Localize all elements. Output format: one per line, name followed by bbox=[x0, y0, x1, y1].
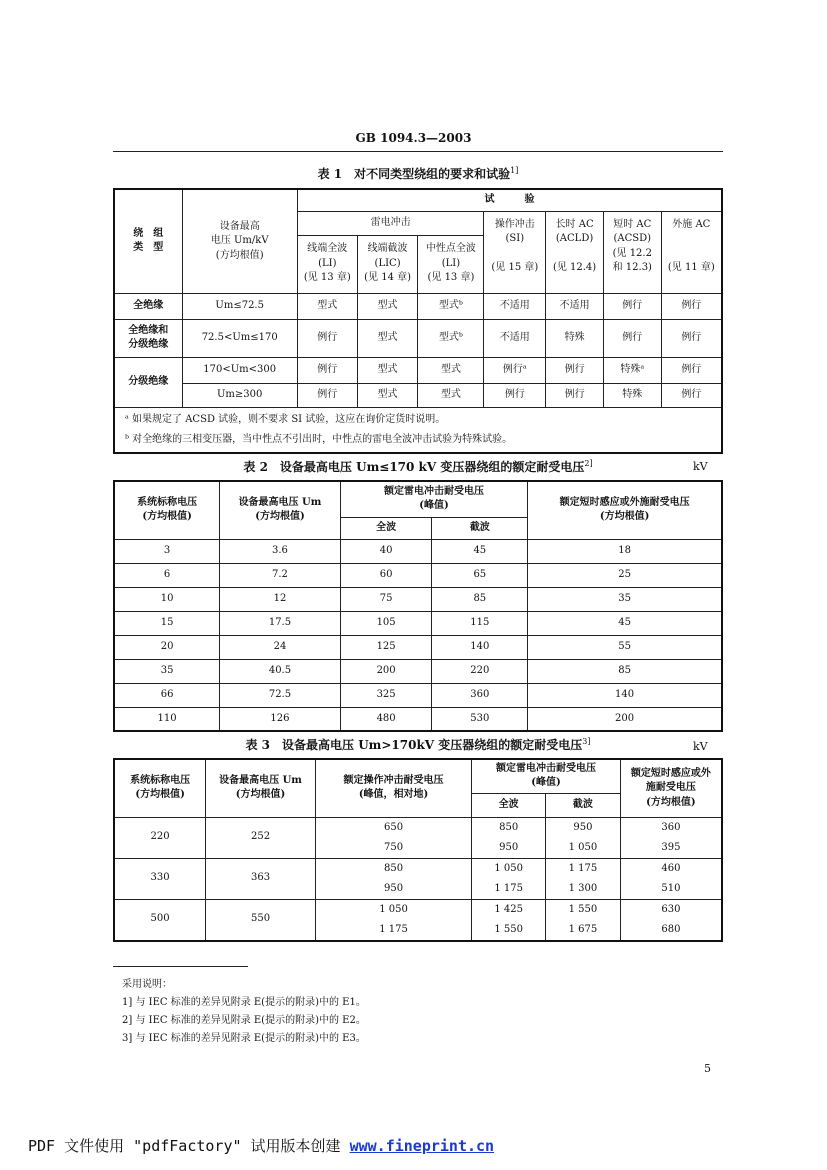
t2-h-um: 设备最高电压 Um (方均根值) bbox=[220, 481, 341, 539]
t2-cell: 12 bbox=[220, 587, 341, 611]
t1-h-winding: 绕 组 类 型 bbox=[114, 189, 182, 293]
t2-cell: 85 bbox=[528, 659, 722, 683]
t3-cell: 1 425 1 550 bbox=[472, 899, 546, 941]
table2-caption-sup: 2] bbox=[584, 459, 593, 468]
t1-h-si bbox=[484, 211, 546, 293]
t2-cell: 126 bbox=[220, 707, 341, 731]
t1-cell: 特殊 bbox=[546, 319, 604, 357]
t1-col-acsd-ref: (见 12.2 和 12.3) bbox=[612, 247, 652, 273]
t3-cell: 500 bbox=[114, 899, 206, 941]
watermark-text: PDF 文件使用 "pdfFactory" 试用版本创建 bbox=[28, 1137, 350, 1155]
t3-cell: 950 1 050 bbox=[546, 817, 621, 858]
t2-cell: 360 bbox=[432, 683, 528, 707]
t1-note-a: ᵃ 如果规定了 ACSD 试验，则不要求 SI 试验，这应在询价定货时说明。 bbox=[125, 413, 446, 425]
t3-cell: 630 680 bbox=[620, 899, 722, 941]
t1-col-si-ref: (见 15 章) bbox=[491, 262, 539, 273]
t2-cell: 75 bbox=[340, 587, 432, 611]
t3-cell: 363 bbox=[206, 858, 316, 899]
t1-h-li-neutral bbox=[418, 235, 484, 293]
t2-cell: 40 bbox=[340, 539, 432, 563]
table-row bbox=[114, 659, 722, 683]
t1-h-um: 设备最高 电压 Um/kV (方均根值) bbox=[182, 189, 297, 293]
table-row bbox=[114, 587, 722, 611]
table-row bbox=[114, 539, 722, 563]
t2-cell: 60 bbox=[340, 563, 432, 587]
t3-cell: 850 950 bbox=[472, 817, 546, 858]
table-row bbox=[114, 635, 722, 659]
t1-cell: 型式 bbox=[357, 293, 418, 319]
t2-cell: 45 bbox=[432, 539, 528, 563]
t1-cell: 不适用 bbox=[484, 319, 546, 357]
table3-caption bbox=[113, 736, 723, 753]
t1-cell: 例行 bbox=[546, 383, 604, 407]
table-row bbox=[114, 707, 722, 731]
t1-cell: 不适用 bbox=[484, 293, 546, 319]
t2-cell: 115 bbox=[432, 611, 528, 635]
t1-col-acld-label: 长时 AC (ACLD) bbox=[555, 218, 594, 244]
t3-h-chop: 截波 bbox=[546, 793, 621, 817]
table1-caption-sup: 1] bbox=[510, 166, 519, 175]
table-row bbox=[114, 683, 722, 707]
t2-cell: 66 bbox=[114, 683, 220, 707]
t1-cell: 例行 bbox=[297, 383, 357, 407]
t2-h-ac: 额定短时感应或外施耐受电压 (方均根值) bbox=[528, 481, 722, 539]
table2-caption-text: 表 2 设备最高电压 Um≤170 kV 变压器绕组的额定耐受电压 bbox=[243, 460, 585, 474]
t1-col-acld-ref: (见 12.4) bbox=[552, 262, 597, 273]
t3-cell: 850 950 bbox=[315, 858, 471, 899]
t1-col-li-line-label: 线端全波 (LI) bbox=[307, 243, 348, 269]
t2-cell: 55 bbox=[528, 635, 722, 659]
t1-cell: 例行 bbox=[661, 293, 722, 319]
t3-h-si: 额定操作冲击耐受电压 (峰值，相对地) bbox=[315, 759, 471, 817]
t1-cell: 例行 bbox=[661, 319, 722, 357]
t1-col-lic-ref: (见 14 章) bbox=[364, 272, 412, 284]
watermark-link[interactable]: www.fineprint.cn bbox=[349, 1137, 495, 1155]
table3-unit: kV bbox=[693, 740, 708, 753]
table2 bbox=[113, 480, 723, 732]
t1-cell: 不适用 bbox=[546, 293, 604, 319]
t1-cell: 型式 bbox=[357, 319, 418, 357]
t1-h-acsd bbox=[603, 211, 661, 293]
t1-note-b: ᵇ 对全绝缘的三相变压器，当中性点不引出时，中性点的雷电全波冲击试验为特殊试验。 bbox=[125, 433, 513, 445]
t2-cell: 3 bbox=[114, 539, 220, 563]
footnote-item: 2] 与 IEC 标准的差异见附录 E(提示的附录)中的 E2。 bbox=[122, 1015, 366, 1026]
table1-caption bbox=[113, 165, 723, 182]
t1-cell: 型式 bbox=[418, 383, 484, 407]
t3-cell: 252 bbox=[206, 817, 316, 858]
t1-cell: 特殊ᵃ bbox=[603, 357, 661, 383]
t2-cell: 7.2 bbox=[220, 563, 341, 587]
t2-h-full: 全波 bbox=[340, 517, 432, 539]
t2-h-li: 额定雷电冲击耐受电压 (峰值) bbox=[340, 481, 527, 517]
t1-cell: 全绝缘和 分级绝缘 bbox=[114, 319, 182, 357]
t1-cell: 例行 bbox=[661, 383, 722, 407]
t1-cell: 型式 bbox=[357, 383, 418, 407]
t1-col-li-neutral-ref: (见 13 章) bbox=[427, 272, 475, 284]
t2-cell: 140 bbox=[432, 635, 528, 659]
t1-h-acld bbox=[546, 211, 604, 293]
t1-notes bbox=[114, 407, 722, 453]
t1-col-li-line-ref: (见 13 章) bbox=[303, 272, 351, 284]
t2-cell: 65 bbox=[432, 563, 528, 587]
t1-cell: 72.5<Um≤170 bbox=[182, 319, 297, 357]
t3-cell: 1 550 1 675 bbox=[546, 899, 621, 941]
t1-h-lic bbox=[357, 235, 418, 293]
t1-cell: Um≥300 bbox=[182, 383, 297, 407]
table-row bbox=[114, 899, 722, 941]
t1-col-lic-label: 线端截波 (LIC) bbox=[367, 243, 408, 269]
t1-h-lightning: 雷电冲击 bbox=[297, 211, 484, 235]
t1-cell: 全绝缘 bbox=[114, 293, 182, 319]
table-row bbox=[114, 858, 722, 899]
t1-cell: Um≤72.5 bbox=[182, 293, 297, 319]
t1-col-acsd-label: 短时 AC (ACSD) bbox=[613, 218, 652, 244]
t1-col-applied-ref: (见 11 章) bbox=[667, 262, 715, 273]
t1-h-applied bbox=[661, 211, 722, 293]
table-row bbox=[114, 563, 722, 587]
table-row bbox=[114, 357, 722, 383]
t1-cell: 例行 bbox=[661, 357, 722, 383]
t1-cell: 型式ᵇ bbox=[418, 293, 484, 319]
t3-cell: 1 050 1 175 bbox=[315, 899, 471, 941]
t3-h-sys: 系统标称电压 (方均根值) bbox=[114, 759, 206, 817]
t3-cell: 550 bbox=[206, 899, 316, 941]
t2-h-sys: 系统标称电压 (方均根值) bbox=[114, 481, 220, 539]
table3-caption-text: 表 3 设备最高电压 Um>170kV 变压器绕组的额定耐受电压 bbox=[245, 738, 583, 752]
t2-cell: 40.5 bbox=[220, 659, 341, 683]
t1-cell: 例行 bbox=[603, 319, 661, 357]
t1-col-applied-label: 外施 AC bbox=[672, 218, 711, 230]
table-row bbox=[114, 293, 722, 319]
t2-cell: 110 bbox=[114, 707, 220, 731]
t2-h-chop: 截波 bbox=[432, 517, 528, 539]
table2-unit: kV bbox=[693, 460, 708, 473]
table-row bbox=[114, 383, 722, 407]
footnotes bbox=[122, 976, 366, 1048]
t2-cell: 105 bbox=[340, 611, 432, 635]
table-row bbox=[114, 817, 722, 858]
table1 bbox=[113, 188, 723, 454]
t2-cell: 200 bbox=[340, 659, 432, 683]
t1-cell: 例行 bbox=[297, 357, 357, 383]
t2-cell: 17.5 bbox=[220, 611, 341, 635]
t1-cell: 型式ᵇ bbox=[418, 319, 484, 357]
t2-cell: 6 bbox=[114, 563, 220, 587]
t1-col-si-label: 操作冲击 (SI) bbox=[494, 218, 535, 244]
footnote-item: 1] 与 IEC 标准的差异见附录 E(提示的附录)中的 E1。 bbox=[122, 997, 366, 1008]
page-number: 5 bbox=[704, 1062, 711, 1075]
header-rule bbox=[113, 151, 723, 152]
table1-caption-text: 表 1 对不同类型绕组的要求和试验 bbox=[317, 167, 511, 181]
t3-cell: 460 510 bbox=[620, 858, 722, 899]
t2-cell: 200 bbox=[528, 707, 722, 731]
t2-cell: 85 bbox=[432, 587, 528, 611]
t3-h-li: 额定雷电冲击耐受电压 (峰值) bbox=[472, 759, 621, 793]
t2-cell: 72.5 bbox=[220, 683, 341, 707]
t2-cell: 35 bbox=[528, 587, 722, 611]
t3-cell: 220 bbox=[114, 817, 206, 858]
t2-cell: 24 bbox=[220, 635, 341, 659]
table-row bbox=[114, 611, 722, 635]
t1-cell: 例行 bbox=[484, 383, 546, 407]
t2-cell: 140 bbox=[528, 683, 722, 707]
t2-cell: 220 bbox=[432, 659, 528, 683]
t2-cell: 325 bbox=[340, 683, 432, 707]
t1-cell: 例行 bbox=[546, 357, 604, 383]
t1-cell: 型式 bbox=[297, 293, 357, 319]
t1-cell: 特殊 bbox=[603, 383, 661, 407]
t1-cell: 170<Um<300 bbox=[182, 357, 297, 383]
t3-h-ac: 额定短时感应或外 施耐受电压 (方均根值) bbox=[620, 759, 722, 817]
t3-cell: 330 bbox=[114, 858, 206, 899]
t2-cell: 125 bbox=[340, 635, 432, 659]
t3-cell: 360 395 bbox=[620, 817, 722, 858]
t2-cell: 35 bbox=[114, 659, 220, 683]
table3-caption-sup: 3] bbox=[582, 737, 591, 746]
footnote-item: 3] 与 IEC 标准的差异见附录 E(提示的附录)中的 E3。 bbox=[122, 1033, 366, 1044]
t2-cell: 3.6 bbox=[220, 539, 341, 563]
t2-cell: 25 bbox=[528, 563, 722, 587]
t1-cell: 例行ᵃ bbox=[484, 357, 546, 383]
t1-col-li-neutral-label: 中性点全波 (LI) bbox=[425, 243, 476, 269]
table2-caption bbox=[113, 458, 723, 475]
footnote-rule bbox=[113, 966, 248, 967]
t2-cell: 15 bbox=[114, 611, 220, 635]
t2-cell: 45 bbox=[528, 611, 722, 635]
t1-h-li-line bbox=[297, 235, 357, 293]
t2-cell: 530 bbox=[432, 707, 528, 731]
t1-cell: 例行 bbox=[297, 319, 357, 357]
table3 bbox=[113, 758, 723, 942]
table-row bbox=[114, 319, 722, 357]
t1-cell: 型式 bbox=[357, 357, 418, 383]
t3-cell: 650 750 bbox=[315, 817, 471, 858]
t2-cell: 480 bbox=[340, 707, 432, 731]
t3-cell: 1 175 1 300 bbox=[546, 858, 621, 899]
t1-cell: 型式 bbox=[418, 357, 484, 383]
t3-h-full: 全波 bbox=[472, 793, 546, 817]
t1-h-tests: 试 验 bbox=[297, 189, 722, 211]
t1-cell: 例行 bbox=[603, 293, 661, 319]
pdf-watermark bbox=[28, 1135, 494, 1156]
t3-h-um: 设备最高电压 Um (方均根值) bbox=[206, 759, 316, 817]
standard-header: GB 1094.3—2003 bbox=[355, 131, 472, 145]
t2-cell: 20 bbox=[114, 635, 220, 659]
t2-cell: 18 bbox=[528, 539, 722, 563]
t2-cell: 10 bbox=[114, 587, 220, 611]
t3-cell: 1 050 1 175 bbox=[472, 858, 546, 899]
footnote-title: 采用说明： bbox=[122, 979, 172, 990]
t1-cell: 分级绝缘 bbox=[114, 357, 182, 407]
